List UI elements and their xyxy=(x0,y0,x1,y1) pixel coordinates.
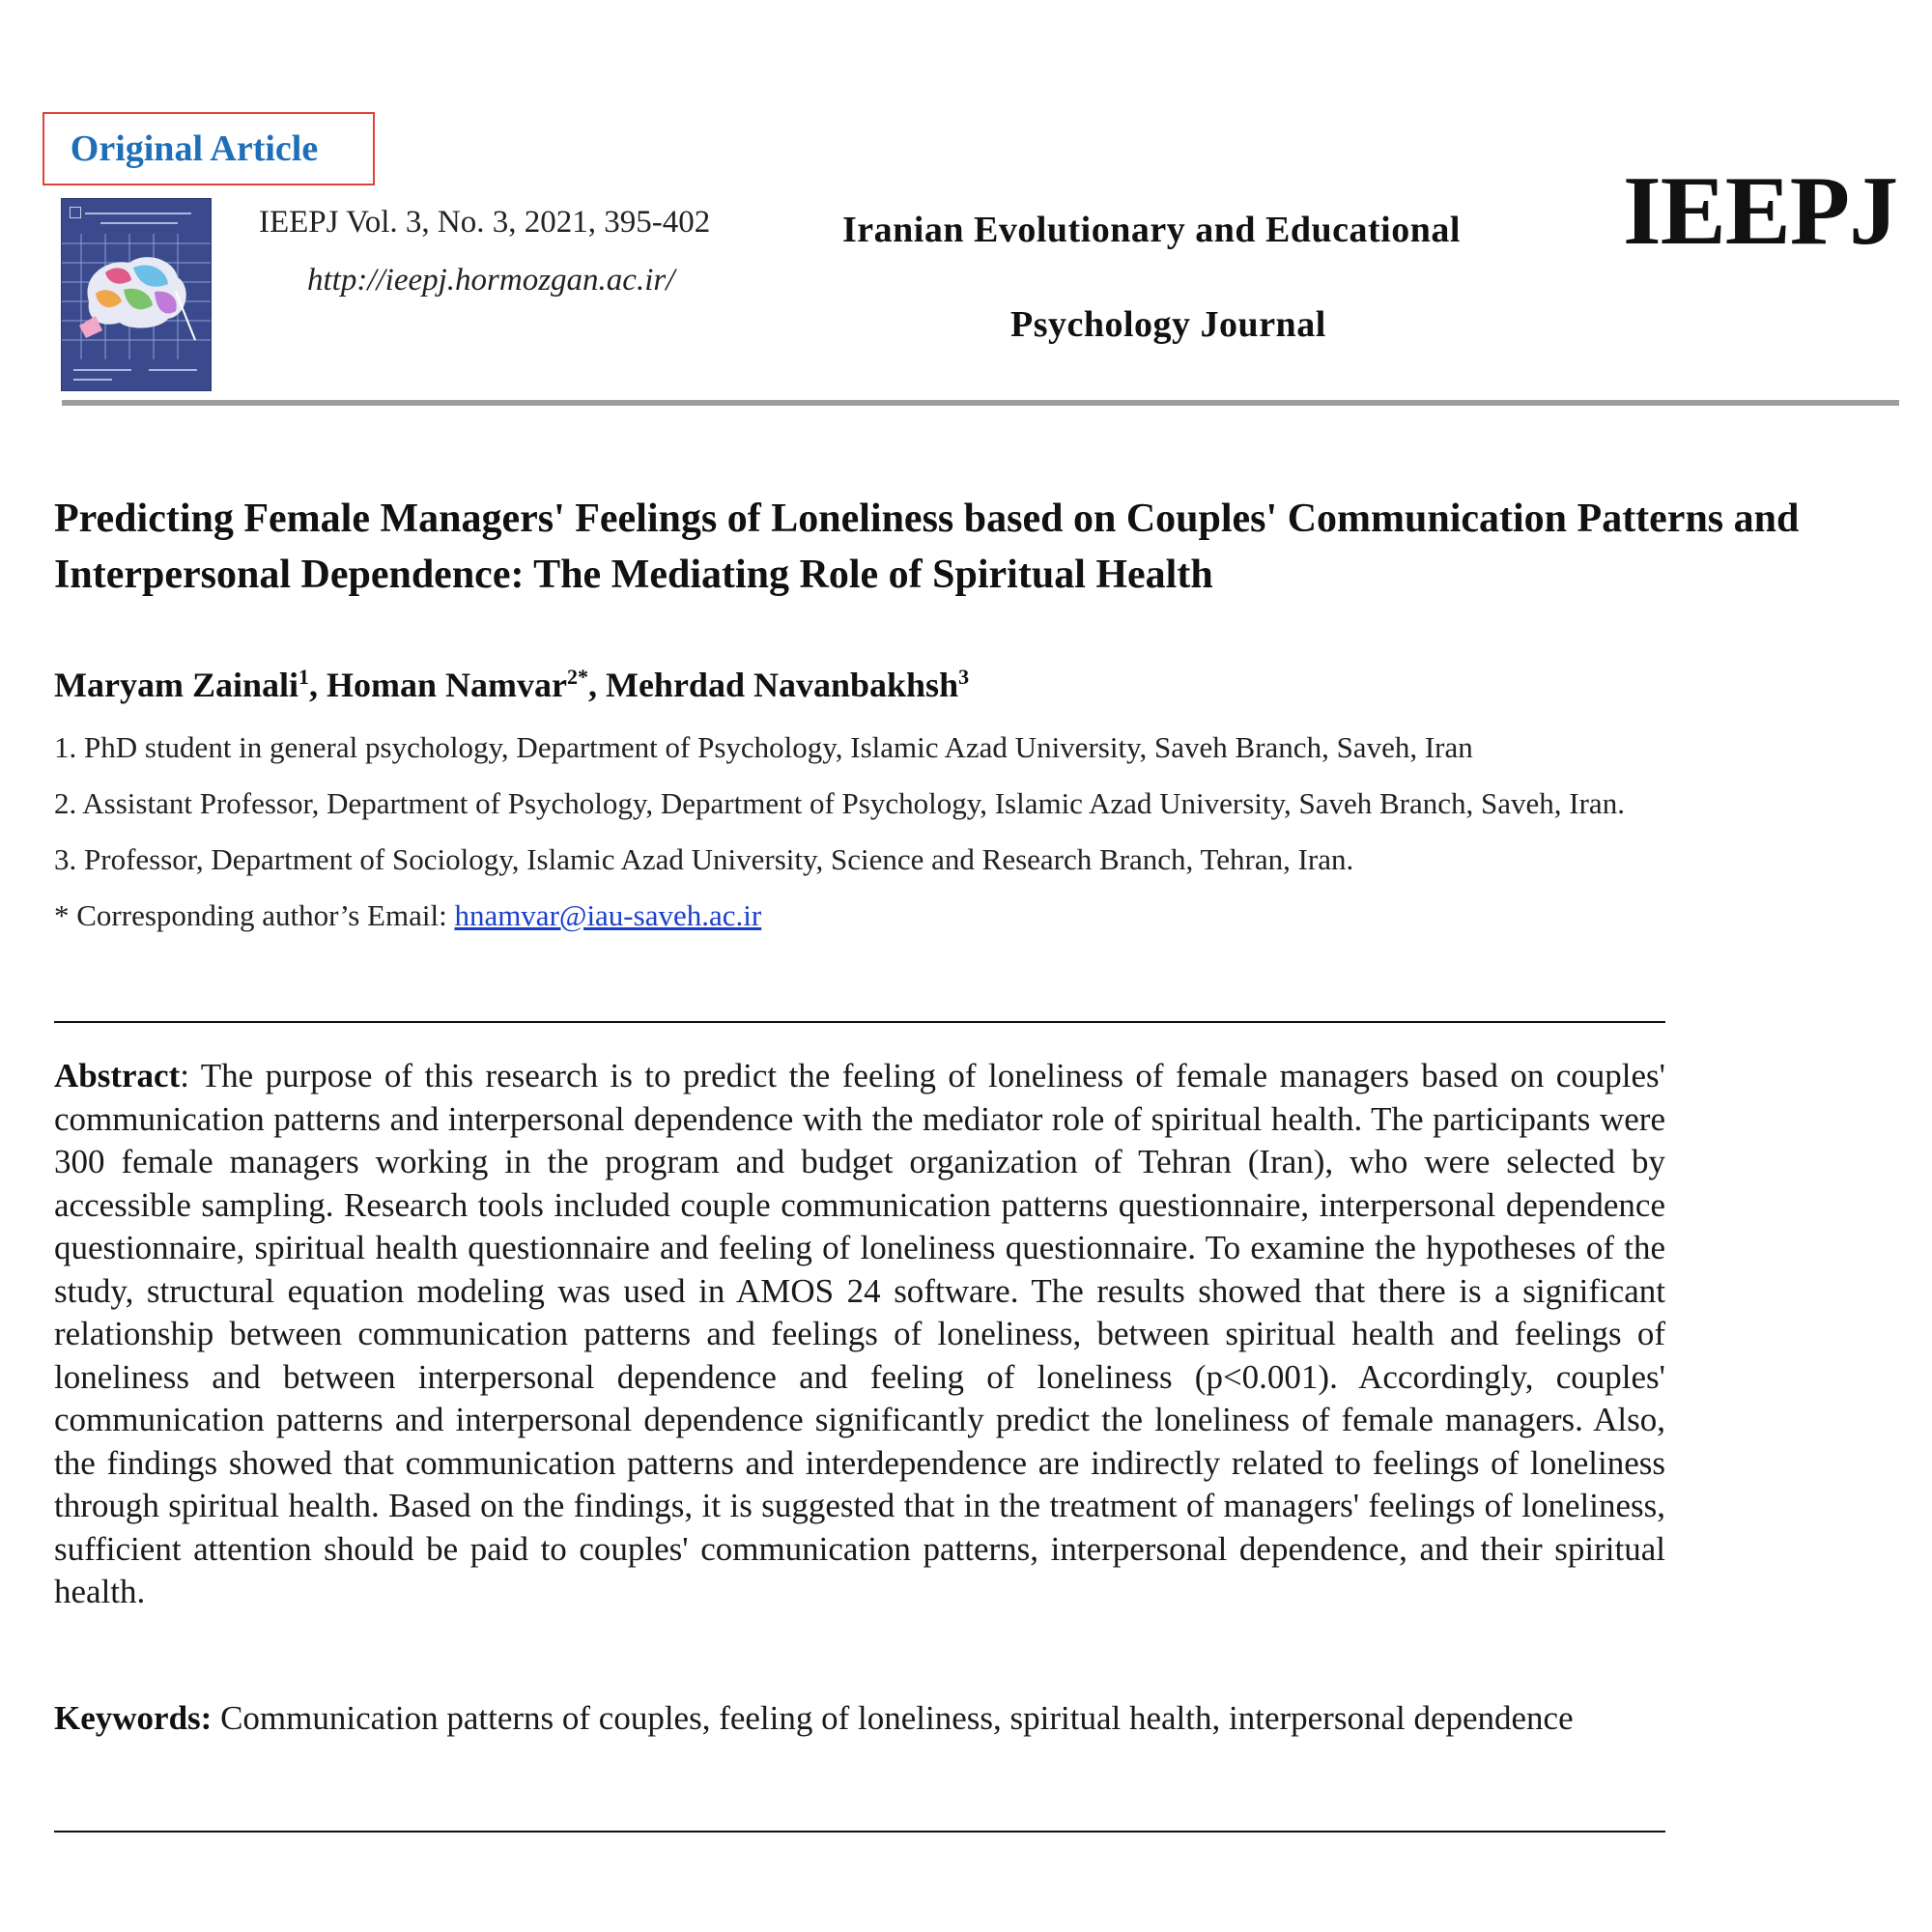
author-separator: , xyxy=(308,666,327,704)
article-type-badge: Original Article xyxy=(43,112,375,185)
abstract xyxy=(54,1055,1665,1614)
author-list xyxy=(54,665,969,705)
author-name: Maryam Zainali xyxy=(54,666,298,704)
journal-logo-text: IEEPJ xyxy=(1623,156,1898,266)
author-affiliation-marker: 1 xyxy=(298,665,309,689)
corresponding-author xyxy=(54,898,761,933)
keywords xyxy=(54,1697,1665,1741)
paper-title: Predicting Female Managers' Feelings of Loneliness based on Couples' Communication Patterns and Interpersonal Dependence: The Mediating Role of Spiritual Health xyxy=(54,497,1800,597)
header-divider xyxy=(62,400,1899,406)
journal-url[interactable]: http://ieepj.hormozgan.ac.ir/ xyxy=(307,263,675,298)
corresponding-email-link[interactable]: hnamvar@iau-saveh.ac.ir xyxy=(454,898,762,932)
corresponding-label: * Corresponding author’s Email: xyxy=(54,898,455,932)
abstract-bottom-rule xyxy=(54,1831,1665,1833)
keywords-text: Communication patterns of couples, feeling of loneliness, spiritual health, interpersonal dependence xyxy=(212,1699,1574,1737)
author-name: Homan Namvar xyxy=(326,666,567,704)
author-name: Mehrdad Navanbakhsh xyxy=(605,666,959,704)
author-affiliation-marker: 3 xyxy=(958,665,970,689)
abstract-top-rule xyxy=(54,1021,1665,1023)
journal-cover-image xyxy=(62,199,211,390)
affiliation-1: 1. PhD student in general psychology, Department of Psychology, Islamic Azad University, Saveh Branch, Saveh, Iran xyxy=(54,730,1473,764)
affiliation-2: 2. Assistant Professor, Department of Psychology, Department of Psychology, Islamic Azad University, Saveh Branch, Saveh, Iran. xyxy=(54,786,1625,820)
affiliation-3: 3. Professor, Department of Sociology, Islamic Azad University, Science and Research Branch, Tehran, Iran. xyxy=(54,842,1354,876)
volume-info: IEEPJ Vol. 3, No. 3, 2021, 395-402 xyxy=(259,205,711,240)
author-separator: , xyxy=(587,666,606,704)
author-affiliation-marker: 2* xyxy=(566,665,588,689)
journal-name-line2: Psychology Journal xyxy=(1010,304,1326,345)
journal-name-line1: Iranian Evolutionary and Educational xyxy=(842,210,1461,250)
abstract-text: : The purpose of this research is to predict the feeling of loneliness of female managers based on couples' communication patterns and interpersonal dependence with the mediator role of spiritual health. The participants were 300 female managers working in the program and budget organization of Tehran (Iran), who were selected by accessible sampling. Research tools included couple communication patterns questionnaire, interpersonal dependence questionnaire, spiritual health questionnaire and feeling of loneliness questionnaire. To examine the hypotheses of the study, structural equation modeling was used in AMOS 24 software. The results showed that there is a significant relationship between communication patterns and feelings of loneliness, between spiritual health and feelings of loneliness and between interpersonal dependence and feeling of loneliness (p<0.001). Accordingly, couples' communication patterns and interpersonal dependence significantly predict the loneliness of female managers. Also, the findings showed that communication patterns and interdependence are indirectly related to feelings of loneliness through spiritual health. Based on the findings, it is suggested that in the treatment of managers' feelings of loneliness, sufficient attention should be paid to couples' communication patterns, interpersonal dependence, and their spiritual health. xyxy=(54,1057,1665,1610)
abstract-label: Abstract xyxy=(54,1057,181,1094)
keywords-label: Keywords: xyxy=(54,1699,213,1737)
